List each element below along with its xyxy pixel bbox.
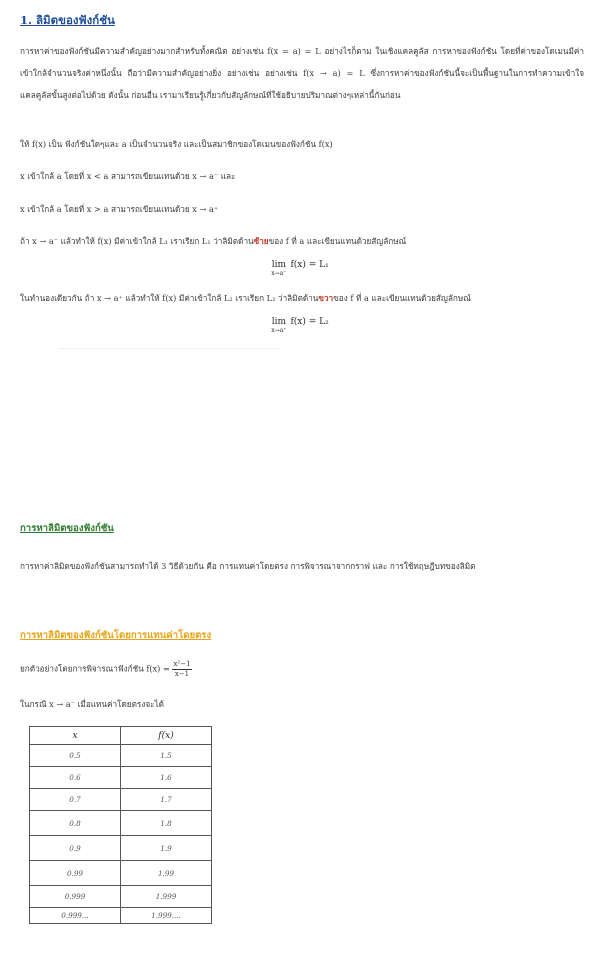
- cell-x: 0.6: [30, 767, 121, 789]
- cell-x: 0.8: [30, 811, 121, 836]
- table-row: [30, 745, 212, 767]
- left-limit-sentence: [20, 235, 406, 248]
- section2-title: การหาลิมิตของฟังก์ชัน: [20, 523, 114, 534]
- lim-operator: [271, 260, 286, 277]
- fraction-denominator: x−1: [174, 670, 190, 678]
- case-line: ในกรณี x → a⁻ เมื่อแทนค่าโดยตรงจะได้: [20, 699, 164, 709]
- cell-fx: 1.7: [121, 789, 212, 811]
- cell-x: 0.99: [30, 861, 121, 886]
- formula-expression: f(x) = L₂: [290, 317, 329, 327]
- lim-subscript: x→a⁺: [271, 327, 287, 334]
- right-limit-sentence: [20, 292, 471, 305]
- lim-word: lim: [271, 317, 286, 327]
- example-line: [20, 660, 192, 679]
- column-header-x: x: [30, 727, 121, 745]
- fraction-numerator: x²−1: [173, 660, 191, 668]
- table-row: [30, 836, 212, 861]
- section3-title: การหาลิมิตของฟังก์ชันโดยการแทนค่าโดยตรง: [20, 630, 212, 641]
- cell-x: 0.9: [30, 836, 121, 861]
- left-limit-text-2: ของ f ที่ a และเขียนแทนด้วยสัญลักษณ์: [268, 236, 407, 246]
- table-row: [30, 767, 212, 789]
- table-header-row: [30, 727, 212, 745]
- cell-x: 0.999: [30, 886, 121, 908]
- cell-fx: 1.99: [121, 861, 212, 886]
- lim-subscript: x→a⁻: [271, 270, 287, 277]
- cell-fx: 1.999....: [121, 908, 212, 924]
- table-row: [30, 908, 212, 924]
- right-word: ขวา: [318, 293, 334, 303]
- cell-x: 0.5: [30, 745, 121, 767]
- definition-line: ให้ f(x) เป็น ฟังก์ชันใดๆและ a เป็นจำนวนจริง และเป็นสมาชิกของโดเมนของฟังก์ชัน f(x): [20, 139, 333, 149]
- faint-divider: [60, 348, 280, 350]
- cell-fx: 1.999: [121, 886, 212, 908]
- formula-expression: f(x) = L₁: [290, 260, 329, 270]
- lim-operator: [271, 317, 286, 334]
- table-row: [30, 811, 212, 836]
- section2-text: การหาค่าลิมิตของฟังก์ชันสามารถทำได้ 3 วิธีด้วยกัน คือ การแทนค่าโดยตรง การพิจารณาจากกราฟ และ การใช้ทฤษฎีบทของลิมิต: [20, 561, 476, 571]
- cell-fx: 1.8: [121, 811, 212, 836]
- cell-fx: 1.9: [121, 836, 212, 861]
- right-limit-text-1: ในทำนองเดียวกัน ถ้า x → a⁺ แล้วทำให้ f(x) มีค่าเข้าใกล้ L₂ เราเรียก L₂ ว่าลิมิตด้าน: [20, 293, 319, 303]
- cell-fx: 1.5: [121, 745, 212, 767]
- intro-paragraph: การหาค่าของฟังก์ชันมีความสำคัญอย่างมากสำหรับทั้งคณิต อย่างเช่น f(x = a) = L อย่างไรก็ตาม ในเชิงแคลคูลัส การหาของฟังก์ชัน โดยที่ค่าของโดเมนมีค่าเข้าใกล้จำนวนจริงค่าหนึ่งนั้น ถือว่ามีความสำคัญอย่างยิ่ง อย่างเช่น อย่างเช่น f(x → a) = L ซึ่งการหาค่าของฟังก์ชันนี้จะเป็นพื้นฐานในการทำความเข้าใจแคลคูลัสขั้นสูงต่อไปด้วย ดังนั้น ก่อนอื่น เรามาเรียนรู้เกี่ยวกับสัญลักษณ์ที่ใช้อธิบายปริมาณต่างๆเหล่านี้กันก่อน: [20, 46, 584, 100]
- left-limit-formula: [0, 260, 600, 277]
- fraction: [172, 660, 191, 679]
- right-approach-line: x เข้าใกล้ a โดยที่ x > a สามารถเขียนแทนด้วย x → a⁺: [20, 204, 219, 214]
- column-header-fx: f(x): [121, 727, 212, 745]
- right-limit-formula: [0, 317, 600, 334]
- left-word: ซ้าย: [253, 236, 269, 246]
- cell-x: 0.999...: [30, 908, 121, 924]
- table-row: [30, 789, 212, 811]
- lim-word: lim: [271, 260, 286, 270]
- values-table: [29, 726, 212, 924]
- cell-x: 0.7: [30, 789, 121, 811]
- left-limit-text-1: ถ้า x → a⁻ แล้วทำให้ f(x) มีค่าเข้าใกล้ L₁ เราเรียก L₁ ว่าลิมิตด้าน: [20, 236, 254, 246]
- example-text: ยกตัวอย่างโดยการพิจารณาฟังก์ชัน f(x) =: [20, 663, 170, 674]
- cell-fx: 1.6: [121, 767, 212, 789]
- section1-title: 1. ลิมิตของฟังก์ชัน: [20, 13, 115, 27]
- left-approach-line: x เข้าใกล้ a โดยที่ x < a สามารถเขียนแทนด้วย x → a⁻ และ: [20, 171, 236, 181]
- table-row: [30, 886, 212, 908]
- table-row: [30, 861, 212, 886]
- right-limit-text-2: ของ f ที่ a และเขียนแทนด้วยสัญลักษณ์: [333, 293, 471, 303]
